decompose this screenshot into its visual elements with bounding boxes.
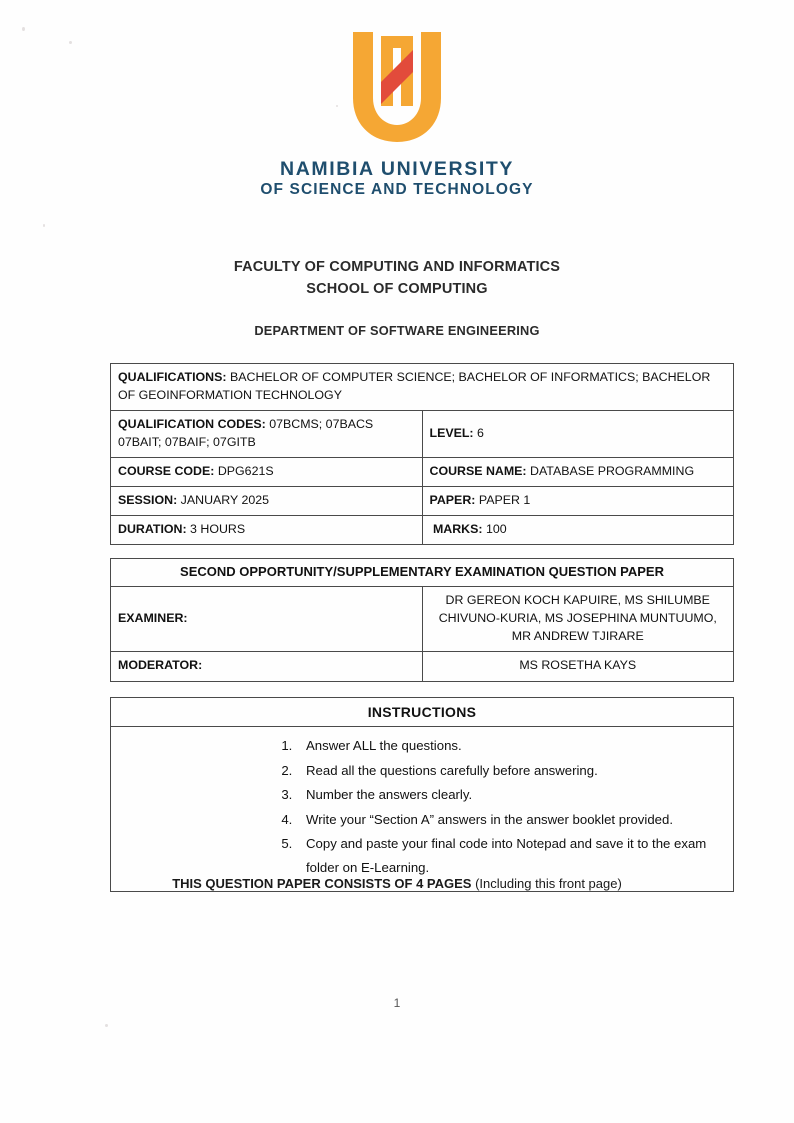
examiner-table: [110, 558, 734, 682]
table-row: [111, 586, 734, 651]
page-count-rest: (Including this front page): [471, 876, 622, 891]
table-row: [111, 364, 734, 411]
page-number: 1: [393, 996, 401, 1010]
course-code-value: DPG621S: [214, 463, 274, 478]
instructions-table: [110, 697, 734, 892]
exam-paper-title: SECOND OPPORTUNITY/SUPPLEMENTARY EXAMINATION QUESTION PAPER: [111, 559, 734, 587]
examiner-value: DR GEREON KOCH KAPUIRE, MS SHILUMBE CHIVUNO-KURIA, MS JOSEPHINA MUNTUUMO, MR ANDREW TJIRARE: [422, 586, 734, 651]
course-code-label: COURSE CODE:: [118, 463, 215, 478]
list-item: 4. Write your “Section A” answers in the answer booklet provided.: [296, 808, 723, 832]
qualification-table: [110, 363, 734, 545]
moderator-value: MS ROSETHA KAYS: [422, 651, 734, 681]
wordmark-line2: OF SCIENCE AND TECHNOLOGY: [260, 181, 534, 198]
faculty-heading: [0, 256, 794, 301]
table-row: [111, 515, 734, 544]
qualifications-value: BACHELOR OF COMPUTER SCIENCE; BACHELOR OF INFORMATICS; BACHELOR OF GEOINFORMATION TECHNOLOGY: [118, 370, 711, 402]
qualifications-label: QUALIFICATIONS:: [118, 370, 227, 384]
university-wordmark: [0, 158, 794, 199]
scan-speckle: [43, 224, 45, 227]
nust-shield-logo-icon: [347, 28, 447, 146]
school-line: SCHOOL OF COMPUTING: [306, 281, 488, 298]
qualification-codes-cell: [111, 410, 423, 457]
qualifications-cell: [111, 364, 734, 411]
course-name-value: DATABASE PROGRAMMING: [526, 463, 695, 478]
paper-cell: [422, 486, 734, 515]
table-row: [111, 698, 734, 727]
qualification-codes-value: 07BCMS; 07BACS 07BAIT; 07BAIF; 07GITB: [118, 416, 374, 449]
list-item: 5. Copy and paste your final code into Notepad and save it to the exam folder on E-Learning.: [296, 832, 723, 881]
level-value: 6: [473, 425, 484, 440]
table-row: [111, 559, 734, 587]
session-label: SESSION:: [118, 492, 178, 507]
course-code-cell: [111, 457, 423, 486]
paper-value: PAPER 1: [475, 492, 531, 507]
marks-value: 100: [482, 521, 507, 536]
list-item: 1. Answer ALL the questions.: [296, 734, 723, 758]
course-name-label: COURSE NAME:: [429, 463, 527, 478]
marks-label: MARKS:: [432, 521, 483, 536]
scan-speckle: [105, 1024, 108, 1027]
duration-cell: [111, 515, 423, 544]
page-count-bold: THIS QUESTION PAPER CONSISTS OF 4 PAGES: [172, 876, 472, 891]
session-cell: [111, 486, 423, 515]
moderator-label: MODERATOR:: [111, 651, 423, 681]
level-cell: [422, 410, 734, 457]
list-item: 2. Read all the questions carefully before answering.: [296, 759, 723, 783]
session-value: JANUARY 2025: [177, 492, 270, 507]
table-row: [111, 651, 734, 681]
marks-cell: [422, 515, 734, 544]
table-row: [111, 727, 734, 892]
examiner-label: EXAMINER:: [111, 586, 423, 651]
faculty-line: FACULTY OF COMPUTING AND INFORMATICS: [233, 259, 561, 275]
duration-value: 3 HOURS: [186, 521, 246, 536]
university-logo-block: [0, 28, 794, 199]
instructions-list: [121, 734, 723, 881]
level-label: LEVEL:: [429, 425, 474, 440]
qualification-codes-label: QUALIFICATION CODES:: [118, 416, 266, 431]
duration-label: DURATION:: [118, 521, 187, 536]
table-row: [111, 457, 734, 486]
table-row: [111, 410, 734, 457]
list-item: 3. Number the answers clearly.: [296, 783, 723, 807]
table-row: [111, 486, 734, 515]
instructions-title: INSTRUCTIONS: [111, 698, 734, 727]
page-count-note: [0, 876, 794, 891]
instructions-body: [111, 727, 734, 892]
paper-label: PAPER:: [429, 492, 476, 507]
wordmark-line1: NAMIBIA UNIVERSITY: [280, 158, 514, 180]
department-heading: DEPARTMENT OF SOFTWARE ENGINEERING: [254, 323, 540, 338]
course-name-cell: [422, 457, 734, 486]
